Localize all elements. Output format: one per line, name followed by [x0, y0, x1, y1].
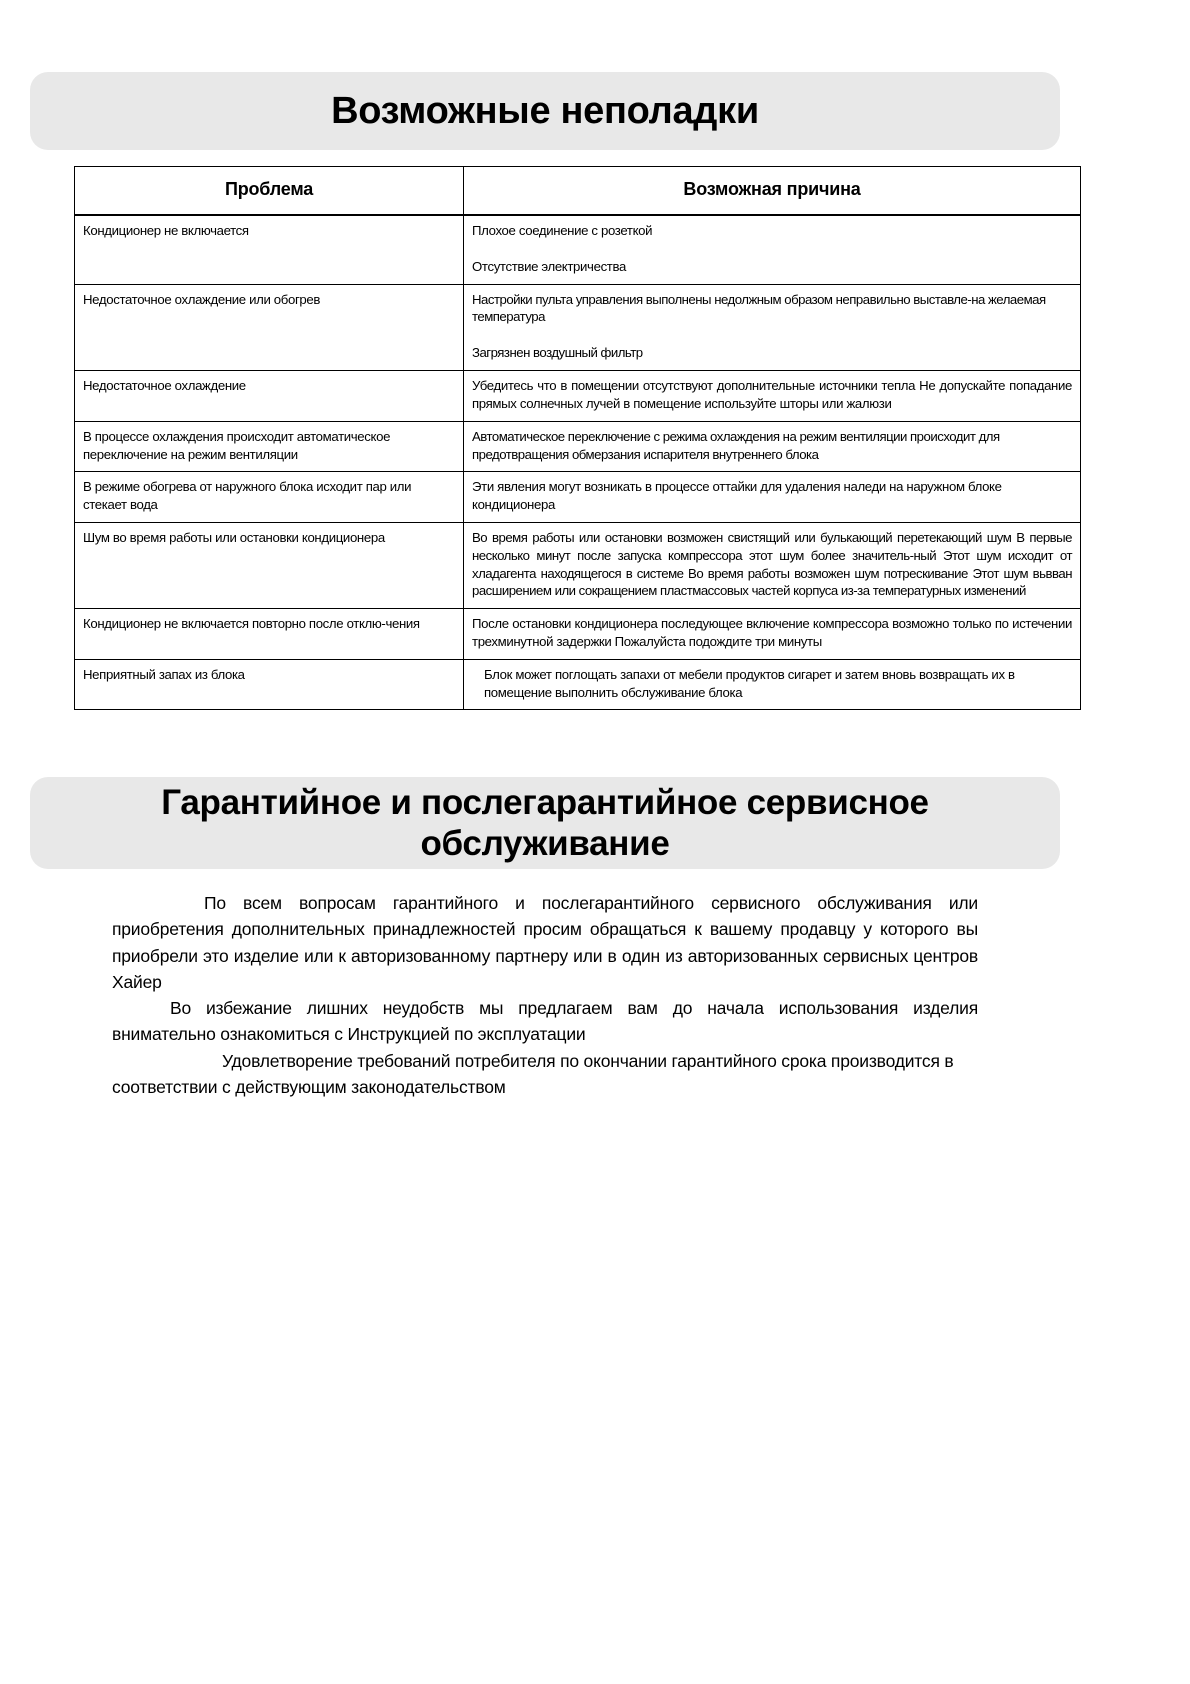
- column-header-cause: Возможная причина: [464, 167, 1081, 216]
- service-body: [112, 890, 978, 1100]
- table-row: [75, 609, 1081, 660]
- cell-cause: [464, 609, 1081, 660]
- cell-cause: [464, 371, 1081, 422]
- service-banner-title-line1: Гарантийное и послегарантийное сервисное: [161, 782, 929, 822]
- cause-text: Эти явления могут возникать в процессе оттайки для удаления наледи на наружном блоке кондиционера: [472, 479, 1002, 513]
- cause-text: Убедитесь что в помещении отсутствуют дополнительные источники тепла Не допускайте попадание прямых солнечных лучей в помещение используйте шторы или жалюзи: [472, 378, 1072, 411]
- cause-text: После остановки кондиционера последующее включение компрессора возможно только по истечении трехминутной задержки Пожалуйста подождите три минуты: [472, 616, 1072, 649]
- table-row: [75, 371, 1081, 422]
- problem-text: Кондиционер не включается: [83, 223, 249, 238]
- cell-cause: [464, 421, 1081, 472]
- table-row: [75, 421, 1081, 472]
- problem-text: Недостаточное охлаждение или обогрев: [83, 291, 321, 307]
- table-header-row: [75, 167, 1081, 216]
- cell-cause: [464, 522, 1081, 608]
- cell-problem: [75, 215, 464, 284]
- cause-text: Загрязнен воздушный фильтр: [472, 345, 643, 361]
- cause-text: Отсутствие электричества: [472, 258, 626, 274]
- problem-text: Шум во время работы или остановки кондиционера: [83, 529, 385, 545]
- cause-text: Блок может поглощать запахи от мебели продуктов сигарет и затем вновь возвращать их в помещение выполнить обслуживание блока: [484, 666, 1015, 700]
- service-paragraph: Во избежание лишних неудобств мы предлагаем вам до начала использования изделия внимательно ознакомиться с Инструкцией по эксплуатации: [112, 998, 978, 1045]
- cell-problem: [75, 659, 464, 710]
- cell-cause: [464, 659, 1081, 710]
- problem-text: Недостаточное охлаждение: [83, 378, 246, 394]
- troubleshooting-table: [74, 166, 1081, 710]
- cell-cause: [464, 284, 1081, 370]
- problem-text: Кондиционер не включается повторно после отклю-чения: [83, 616, 420, 632]
- troubleshooting-banner-title: Возможные неполадки: [331, 89, 759, 132]
- cell-problem: [75, 421, 464, 472]
- cell-cause: [464, 215, 1081, 284]
- table-row: [75, 472, 1081, 523]
- service-paragraph: По всем вопросам гарантийного и послегарантийного сервисного обслуживания или приобретения дополнительных принадлежностей просим обращаться к вашему продавцу у которого вы приобрели это изделие или к авторизованному партнеру или в один из авторизованных сервисных центров Хайер: [112, 893, 978, 992]
- table-body: [75, 215, 1081, 710]
- cell-problem: [75, 609, 464, 660]
- problem-text: В режиме обогрева от наружного блока исходит пар или стекает вода: [83, 479, 412, 513]
- cell-problem: [75, 522, 464, 608]
- service-banner-title-line2: обслуживание: [420, 824, 670, 863]
- column-header-problem: Проблема: [75, 167, 464, 216]
- table-row: [75, 215, 1081, 284]
- troubleshooting-table-wrap: [74, 166, 1072, 710]
- problem-text: Неприятный запах из блока: [83, 666, 245, 682]
- cell-cause: [464, 472, 1081, 523]
- table-row: [75, 522, 1081, 608]
- service-banner: [30, 777, 1060, 869]
- table-row: [75, 284, 1081, 370]
- cell-problem: [75, 284, 464, 370]
- cause-text: Автоматическое переключение с режима охлаждения на режим вентиляции происходит для предотвращения обмерзания испарителя внутреннего блока: [472, 428, 1000, 462]
- troubleshooting-banner: [30, 72, 1060, 150]
- cell-problem: [75, 371, 464, 422]
- cause-text: Настройки пульта управления выполнены недолжным образом неправильно выставле-на желаемая температура: [472, 291, 1046, 325]
- cell-problem: [75, 472, 464, 523]
- problem-text: В процессе охлаждения происходит автоматическое переключение на режим вентиляции: [83, 428, 391, 462]
- table-row: [75, 659, 1081, 710]
- table-head: [75, 167, 1081, 216]
- service-paragraph: Удовлетворение требований потребителя по окончании гарантийного срока производится в соответствии с действующим законодательством: [112, 1050, 954, 1097]
- cause-text: Плохое соединение с розеткой: [472, 223, 653, 238]
- cause-text: Во время работы или остановки возможен свистящий или булькающий перетекающий шум В первые несколько минут после запуска компрессора этот шум более значитель-ный Этот шум исходит от хладагента находящегося в системе Во время работы возможен шум потрескивание Этот шум вьвван расширением или сокращением пластмассовых частей корпуса из-за температурных изменений: [472, 529, 1072, 599]
